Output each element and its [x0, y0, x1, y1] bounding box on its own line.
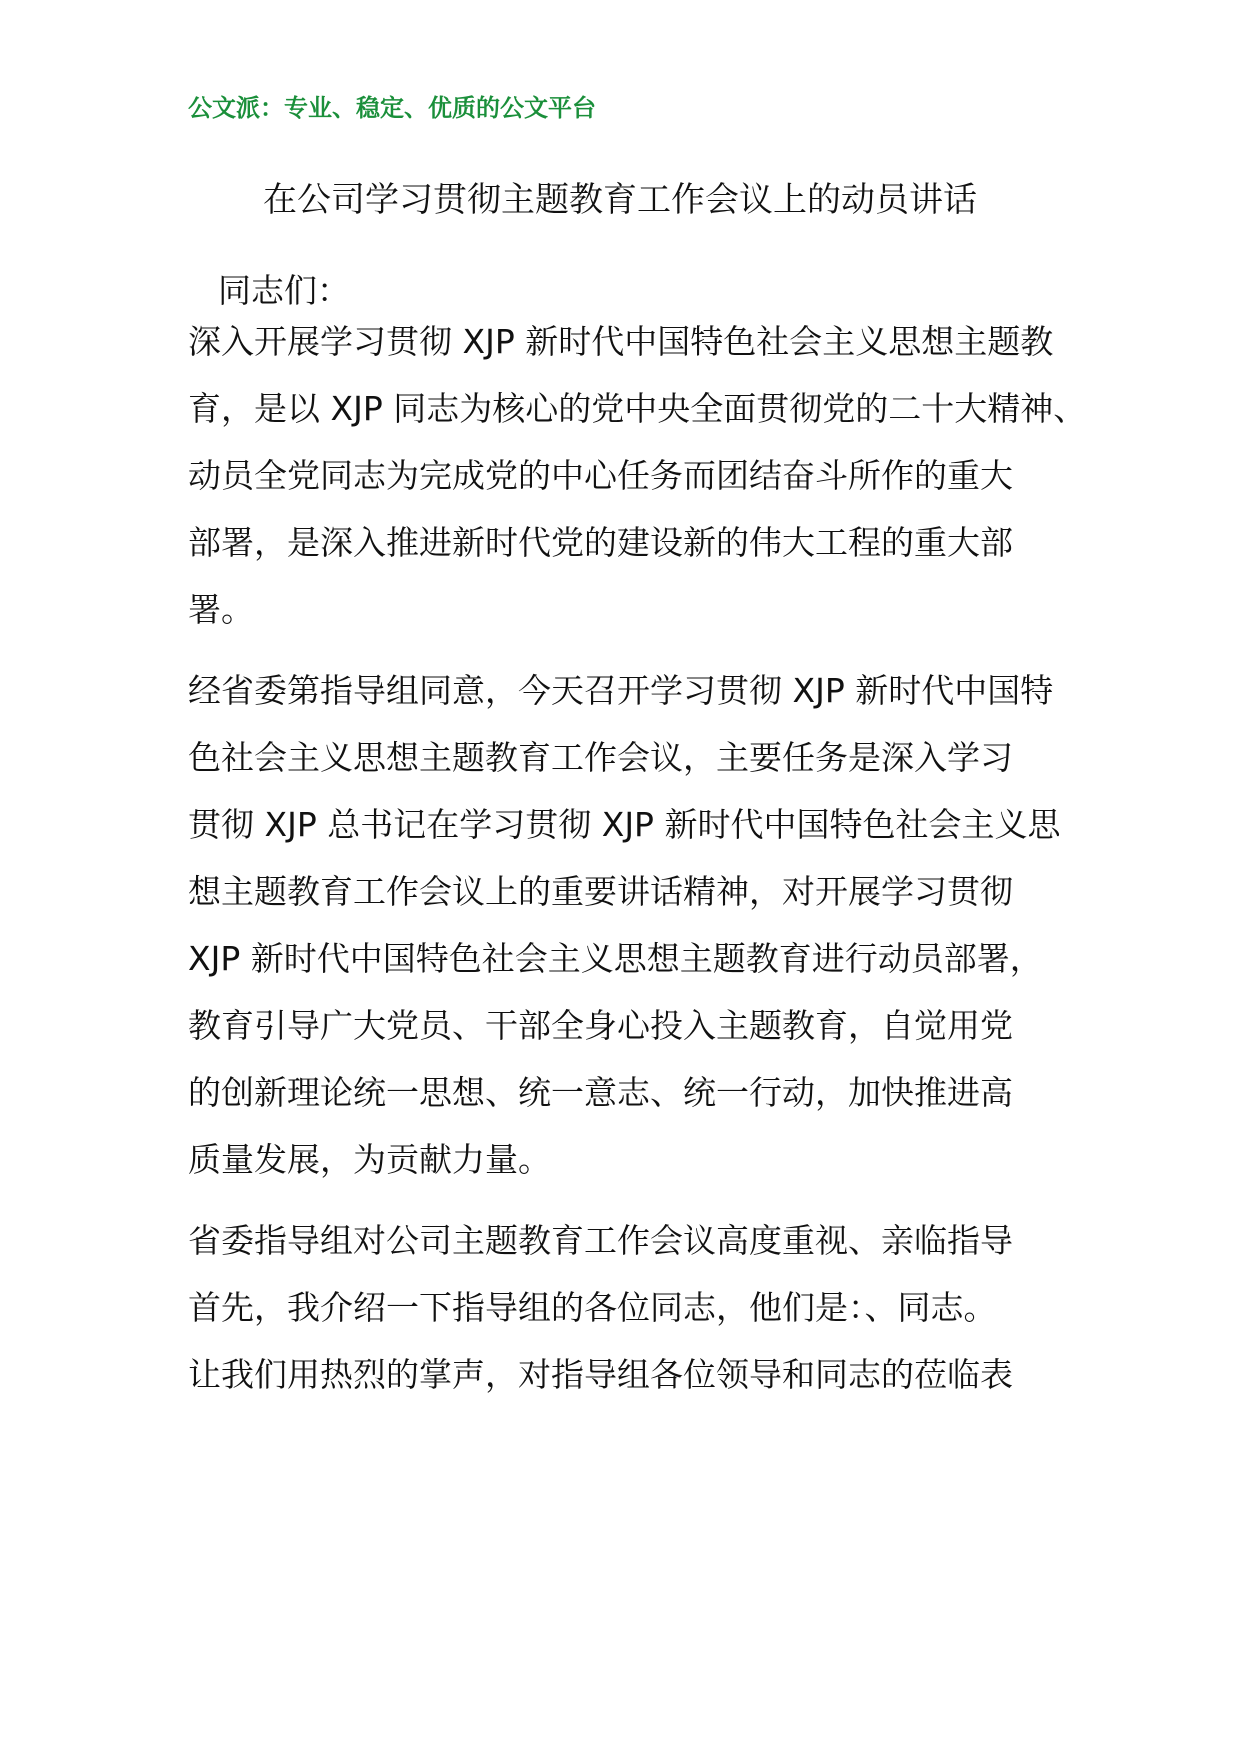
- paragraph-2-line-2: 色社会主义思想主题教育工作会议，主要任务是深入学习: [188, 738, 1013, 777]
- document-title: 在公司学习贯彻主题教育工作会议上的动员讲话: [263, 180, 977, 220]
- paragraph-2-line-6: 教育引导广大党员、干部全身心投入主题教育，自觉用党: [188, 1006, 1013, 1045]
- paragraph-2-line-3: 贯彻 XJP 总书记在学习贯彻 XJP 新时代中国特色社会主义思: [188, 805, 1061, 844]
- paragraph-1-line-3: 动员全党同志为完成党的中心任务而团结奋斗所作的重大: [188, 456, 1013, 495]
- paragraph-1-line-5: 署。: [188, 590, 254, 629]
- paragraph-3-line-2: 首先，我介绍一下指导组的各位同志，他们是：、同志。: [188, 1288, 997, 1327]
- salutation: 同志们：: [218, 271, 350, 310]
- paragraph-1-line-4: 部署，是深入推进新时代党的建设新的伟大工程的重大部: [188, 523, 1013, 562]
- paragraph-2-line-5: XJP 新时代中国特色社会主义思想主题教育进行动员部署，: [188, 939, 1043, 978]
- paragraph-3-line-1: 省委指导组对公司主题教育工作会议高度重视、亲临指导: [188, 1221, 1013, 1260]
- paragraph-1-line-2: 育，是以 XJP 同志为核心的党中央全面贯彻党的二十大精神、: [188, 389, 1087, 428]
- paragraph-2-line-8: 质量发展，为贡献力量。: [188, 1140, 551, 1179]
- site-header-tagline: 公文派：专业、稳定、优质的公文平台: [188, 94, 596, 122]
- paragraph-2-line-1: 经省委第指导组同意，今天召开学习贯彻 XJP 新时代中国特: [188, 671, 1054, 710]
- paragraph-2-line-4: 想主题教育工作会议上的重要讲话精神，对开展学习贯彻: [188, 872, 1013, 911]
- paragraph-2-line-7: 的创新理论统一思想、统一意志、统一行动，加快推进高: [188, 1073, 1013, 1112]
- paragraph-1-line-1: 深入开展学习贯彻 XJP 新时代中国特色社会主义思想主题教: [188, 322, 1054, 361]
- paragraph-3-line-3: 让我们用热烈的掌声，对指导组各位领导和同志的莅临表: [188, 1355, 1013, 1394]
